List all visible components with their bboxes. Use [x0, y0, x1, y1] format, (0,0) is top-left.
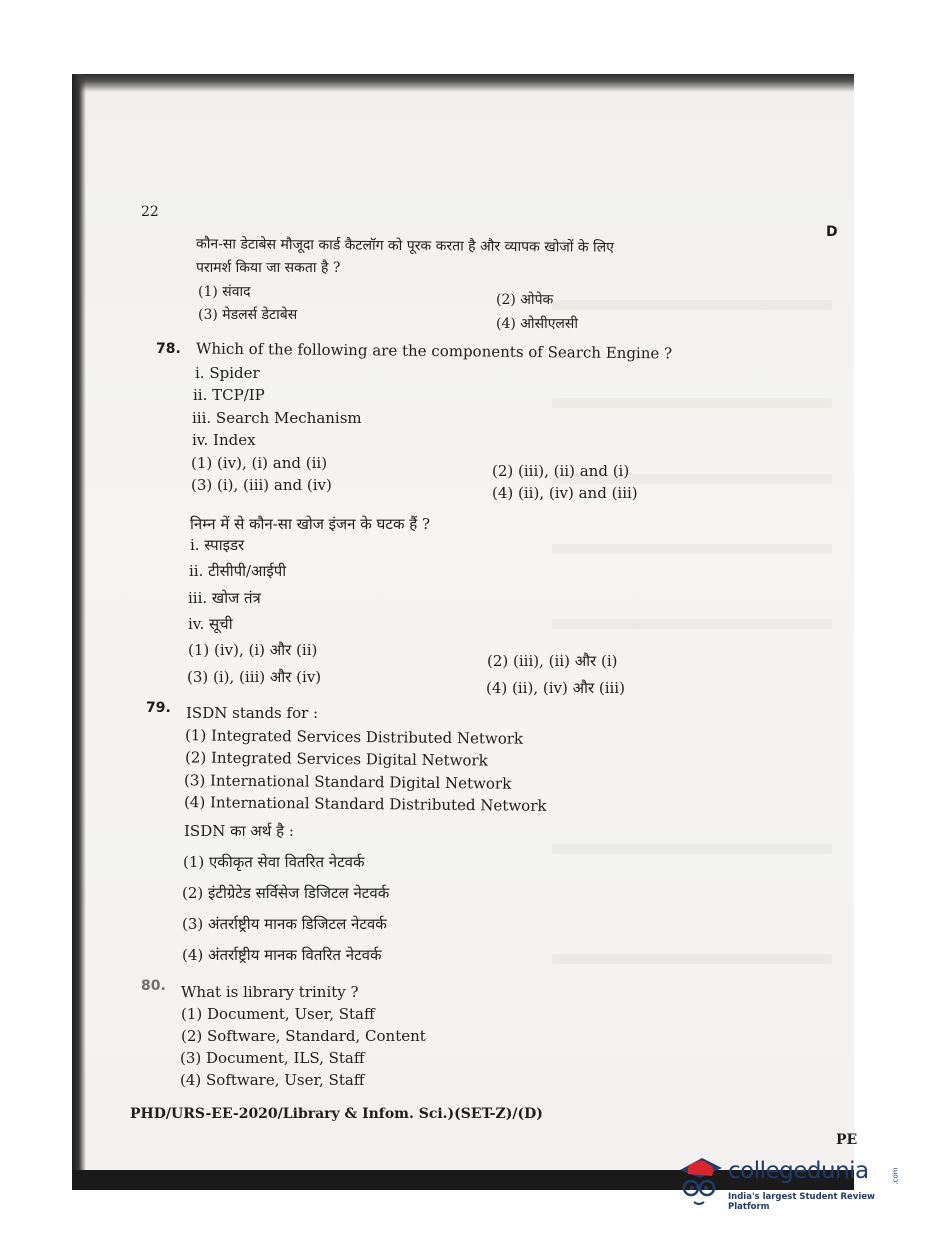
q77-option-4: (4) ओसीएलसी	[496, 316, 579, 332]
q79-option-1: (1) Integrated Services Distributed Network	[184, 726, 524, 748]
q78-item-1: i. Spider	[195, 364, 260, 382]
q78-question: Which of the following are the components of Search Engine ?	[195, 339, 673, 363]
q77-hindi-line2: परामर्श किया जा सकता है ?	[196, 260, 341, 276]
q80-option-3: (3) Document, ILS, Staff	[180, 1049, 365, 1067]
q80-question: What is library trinity ?	[181, 983, 359, 1001]
logo-domain-suffix: .com	[891, 1167, 900, 1185]
q78-item-2: ii. TCP/IP	[193, 386, 265, 404]
q78-option-1: (1) (iv), (i) and (ii)	[191, 454, 328, 472]
logo-tagline: India's largest Student Review Platform	[728, 1192, 875, 1212]
q78-hindi-item-1: i. स्पाइडर	[190, 536, 245, 554]
set-letter: D	[826, 224, 838, 240]
q79-hindi-option-2: (2) इंटीग्रेटेड सर्विसेज डिजिटल नेटवर्क	[182, 884, 390, 902]
q78-option-3: (3) (i), (iii) and (iv)	[191, 476, 332, 494]
q78-hindi-question: निम्न में से कौन-सा खोज इंजन के घटक हैं ?	[190, 515, 431, 533]
q78-hindi-item-3: iii. खोज तंत्र	[188, 589, 261, 607]
q79-hindi-option-3: (3) अंतर्राष्ट्रीय मानक डिजिटल नेटवर्क	[182, 915, 387, 933]
q80-option-1: (1) Document, User, Staff	[181, 1005, 375, 1023]
page-number: 22	[141, 204, 159, 220]
q78-option-2: (2) (iii), (ii) and (i)	[492, 462, 630, 480]
q78-hindi-option-3: (3) (i), (iii) और (iv)	[187, 668, 322, 686]
q79-number: 79.	[146, 700, 171, 716]
q78-hindi-option-4: (4) (ii), (iv) और (iii)	[486, 679, 625, 697]
q79-question: ISDN stands for :	[186, 704, 319, 722]
footer-code: PHD/URS-EE-2020/Library & Infom. Sci.)(SET-Z)/(D)	[130, 1106, 543, 1122]
bleed-through-mark	[552, 619, 832, 629]
q79-option-2: (2) Integrated Services Digital Network	[184, 748, 488, 770]
scan-left-shadow	[72, 74, 86, 1190]
q79-hindi-option-4: (4) अंतर्राष्ट्रीय मानक वितरित नेटवर्क	[182, 946, 382, 964]
q78-hindi-item-4: iv. सूची	[188, 615, 233, 633]
student-mascot-icon	[672, 1152, 726, 1214]
bleed-through-mark	[552, 544, 832, 554]
scan-top-shadow	[72, 74, 854, 92]
q80-number: 80.	[141, 978, 166, 994]
bleed-through-mark	[552, 398, 832, 408]
q77-option-3: (3) मेडलर्स डेटाबेस	[198, 307, 298, 323]
q79-hindi-question: ISDN का अर्थ है :	[184, 822, 294, 840]
q79-hindi-option-1: (1) एकीकृत सेवा वितरित नेटवर्क	[183, 853, 365, 871]
q79-option-4: (4) International Standard Distributed Network	[183, 793, 547, 815]
bleed-through-mark	[552, 844, 832, 854]
bleed-through-mark	[552, 954, 832, 964]
q78-number: 78.	[156, 341, 181, 357]
logo-wordmark: collegedunia	[728, 1158, 869, 1184]
q78-option-4: (4) (ii), (iv) and (iii)	[492, 484, 638, 502]
q79-option-3: (3) International Standard Digital Network	[183, 771, 512, 793]
q77-option-2: (2) ओपेक	[496, 292, 554, 308]
q78-hindi-option-1: (1) (iv), (i) और (ii)	[188, 641, 318, 659]
q77-option-1: (1) संवाद	[198, 284, 251, 300]
q77-hindi-line1: कौन-सा डेटाबेस मौजूदा कार्ड कैटलॉग को पूरक करता है और व्यापक खोजों के लिए	[195, 236, 614, 256]
q78-hindi-item-2: ii. टीसीपी/आईपी	[189, 562, 287, 580]
q78-item-4: iv. Index	[192, 431, 256, 449]
footer-right-fragment: PE	[836, 1132, 858, 1148]
bleed-through-mark	[552, 300, 832, 310]
q80-option-4: (4) Software, User, Staff	[180, 1071, 365, 1089]
collegedunia-logo	[672, 1152, 912, 1222]
q80-option-2: (2) Software, Standard, Content	[181, 1027, 426, 1045]
q78-item-3: iii. Search Mechanism	[192, 409, 362, 427]
q78-hindi-option-2: (2) (iii), (ii) और (i)	[487, 652, 618, 670]
